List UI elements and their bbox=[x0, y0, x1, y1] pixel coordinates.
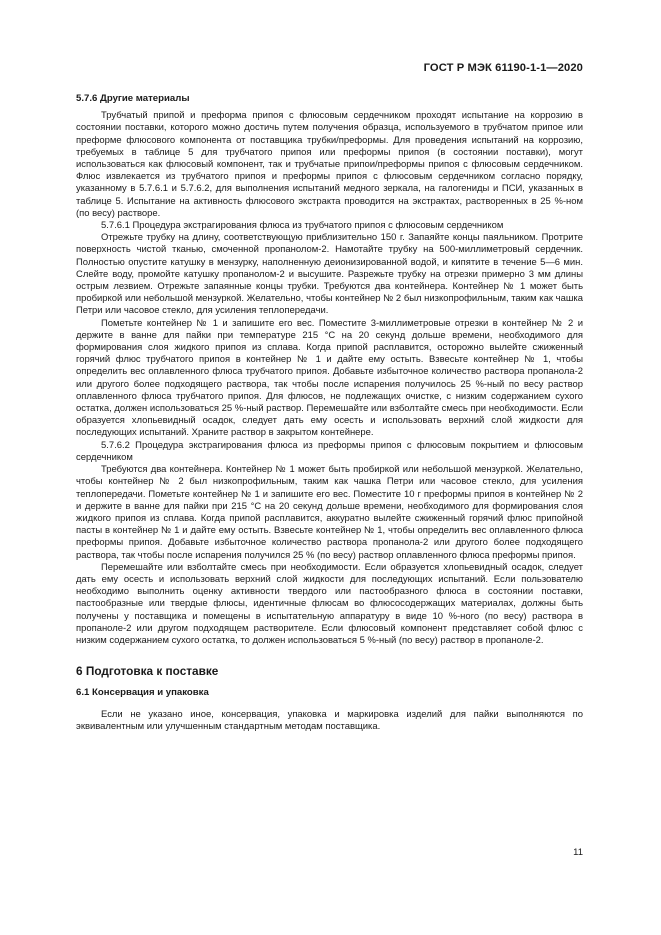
standard-designation: ГОСТ Р МЭК 61190-1-1—2020 bbox=[423, 62, 583, 74]
document-body bbox=[76, 93, 583, 733]
heading-5-7-6-2: 5.7.6.2 Процедура экстрагирования флюса из преформы припоя с флюсовым покрытием и флюсовым сердечником bbox=[76, 439, 583, 463]
paragraph-5-7-6-2-b: Перемешайте или взболтайте смесь при необходимости. Если образуется хлопьевидный осадок, следует дать ему осесть и использовать верхний слой жидкости для последующих испытаний. Если пользователю необходимо выполнить оценку активности твердого или пастообразного флюса в состоянии поставки, пастообразные или твердые флюсы, идентичные флюсам во флюсосодержащих материалах, должны быть получены у поставщика и помещены в испытательную аппаратуру в виде 10 %-ного (по весу) раствора в пропаноле-2 или другом подходящем растворителе. Если флюсовый компонент представляет собой флюс с низким содержанием сухого остатка, то должен использоваться 5 %-ный (по весу) раствор в пропаноле-2. bbox=[76, 561, 583, 646]
paragraph-6-1: Если не указано иное, консервация, упаковка и маркировка изделий для пайки выполняются по эквивалентным или улучшенным стандартным методам поставщика. bbox=[76, 708, 583, 732]
paragraph-5-7-6: Трубчатый припой и преформа припоя с флюсовым сердечником проходят испытание на коррозию в состоянии поставки, которого можно достичь путем получения образца, используемого в трубчатом припое или преформе флюсового компонента от поставщика трубки/преформы. Для проведения испытаний на коррозию, требуемых в таблице 5 для трубчатого припоя или преформы припоя (в состоянии поставки), могут использоваться как флюсовый компонент, так и трубчатые припои/преформы припоя с флюсовым сердечником. Флюс извлекается из трубчатого припоя и преформы припоя с флюсовым сердечником согласно порядку, указанному в 5.7.6.1 и 5.7.6.2, для выполнения испытаний медного зеркала, на галогениды и ПСИ, указанных в таблице 5. Испытание на активность флюсового экстракта проводится на экстрактах, растворенных в 25 %-ном (по весу) растворе. bbox=[76, 110, 583, 219]
heading-6-1: 6.1 Консервация и упаковка bbox=[76, 687, 209, 699]
heading-5-7-6: 5.7.6 Другие материалы bbox=[76, 93, 190, 104]
paragraph-5-7-6-1-a: Отрежьте трубку на длину, соответствующую приблизительно 150 г. Запаяйте концы паяльником. Протрите поверхность чистой тканью, смоченной пропанолом-2. Намотайте трубку на 500-миллиметровый сердечник. Полностью опустите катушку в мензурку, наполненную деионизированной водой, и кипятите в течение 5—6 мин. Слейте воду, промойте катушку пропанолом-2 и высушите. Разрежьте трубку на отрезки примерно 3 мм длины острым лезвием. Отрежьте запаянные концы трубки. Требуются два контейнера. Контейнер № 1 может быть пробиркой или небольшой мензуркой. Желательно, чтобы контейнер № 2 был низкопрофильным, таким как чашка Петри или часовое стекло, для усиления теплопередачи. bbox=[76, 232, 583, 317]
heading-section-6: 6 Подготовка к поставке bbox=[76, 664, 219, 679]
heading-5-7-6-1: 5.7.6.1 Процедура экстрагирования флюса из трубчатого припоя с флюсовым сердечником bbox=[101, 220, 504, 232]
paragraph-5-7-6-2-a: Требуются два контейнера. Контейнер № 1 может быть пробиркой или небольшой мензуркой. Желательно, чтобы контейнер № 2 был низкопрофильным, таким как чашка Петри или часовое стекло, для усиления теплопередачи. Пометьте контейнер № 1 и запишите его вес. Поместите 10 г преформы припоя в контейнер № 2 и держите в ванне для пайки при 215 °С на 20 секунд дольше времени, необходимого для формирования слоя жидкого припоя из сплава. Когда припой расплавится, аккуратно вылейте сжиженный горячий флюс припойной пасты в контейнер № 1 и дайте ему остыть. Взвесьте контейнер № 1, чтобы определить вес оплавленного флюса преформы припоя. Добавьте избыточное количество раствора пропанола-2 или другого более подходящего раствора, так чтобы после испарения получился 25 % (по весу) раствор оплавленного флюса преформы припоя. bbox=[76, 464, 583, 561]
paragraph-5-7-6-1-b: Пометьте контейнер № 1 и запишите его вес. Поместите 3-миллиметровые отрезки в контейнер № 2 и держите в ванне для пайки при температуре 215 °С на 20 секунд дольше времени, необходимого для формирования слоя жидкого припоя из сплава. Когда припой расплавится, осторожно вылейте сжиженный горячий флюс трубчатого припоя в контейнер № 1 и дайте ему остыть. Взвесьте контейнер № 1, чтобы определить вес оплавленного флюса трубчатого припоя. Добавьте избыточное количество раствора пропанола-2 или другого более подходящего раствора, так чтобы после испарения получилось 25 %-ный по весу раствор оплавленного флюса трубчатого припоя. Для флюсов, не подлежащих очистке, с низким содержанием сухого остатка, должен использоваться 25 %-ный раствор. Перемешайте или взболтайте смесь при необходимости. Если образуется хлопьевидный осадок, следует дать ему осесть и использовать верхний слой жидкости для последующих испытаний. Храните раствор в закрытом контейнере. bbox=[76, 317, 583, 439]
page-number: 11 bbox=[573, 847, 583, 858]
